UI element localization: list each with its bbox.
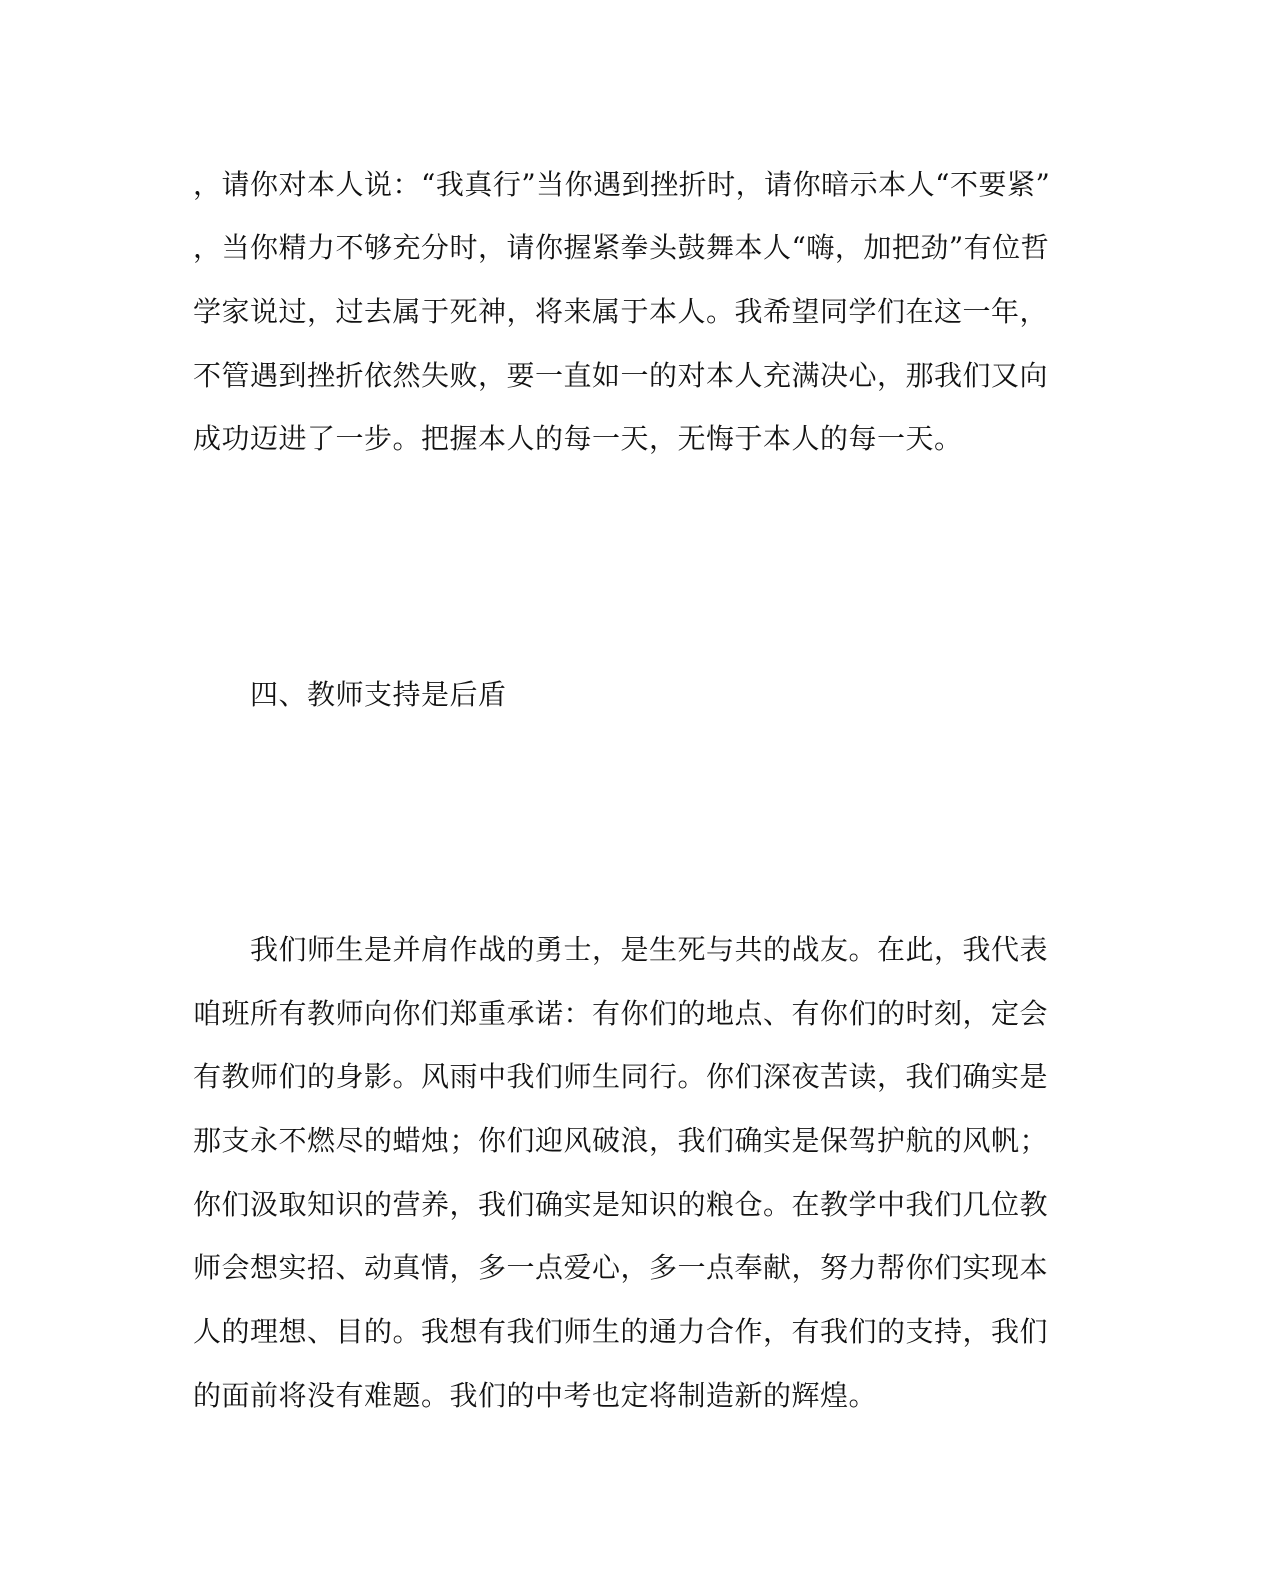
paragraph-1-line-5: 成功迈进了一步。把握本人的每一天，无悔于本人的每一天。	[193, 422, 963, 455]
paragraph-1-line-3: 学家说过，过去属于死神，将来属于本人。我希望同学们在这一年，	[193, 295, 1049, 328]
paragraph-2-line-7: 人的理想、目的。我想有我们师生的通力合作，有我们的支持，我们	[193, 1315, 1049, 1348]
paragraph-1-line-2: ，当你精力不够充分时，请你握紧拳头鼓舞本人“嗨，加把劲”有位哲	[193, 231, 1050, 264]
section-heading: 四、教师支持是后盾	[250, 678, 507, 711]
paragraph-2-line-5: 你们汲取知识的营养，我们确实是知识的粮仓。在教学中我们几位教	[193, 1188, 1049, 1221]
paragraph-2-line-4: 那支永不燃尽的蜡烛；你们迎风破浪，我们确实是保驾护航的风帆；	[193, 1124, 1049, 1157]
paragraph-2-line-8: 的面前将没有难题。我们的中考也定将制造新的辉煌。	[193, 1379, 878, 1412]
paragraph-2-line-2: 咱班所有教师向你们郑重承诺：有你们的地点、有你们的时刻，定会	[193, 997, 1049, 1030]
paragraph-2-line-6: 师会想实招、动真情，多一点爱心，多一点奉献，努力帮你们实现本	[193, 1251, 1049, 1284]
paragraph-2-line-3: 有教师们的身影。风雨中我们师生同行。你们深夜苦读，我们确实是	[193, 1060, 1049, 1093]
paragraph-1-line-1: ，请你对本人说：“我真行”当你遇到挫折时，请你暗示本人“不要紧”	[193, 168, 1051, 201]
paragraph-2-line-1: 我们师生是并肩作战的勇士，是生死与共的战友。在此，我代表	[250, 933, 1049, 966]
paragraph-1-line-4: 不管遇到挫折依然失败，要一直如一的对本人充满决心，那我们又向	[193, 359, 1049, 392]
